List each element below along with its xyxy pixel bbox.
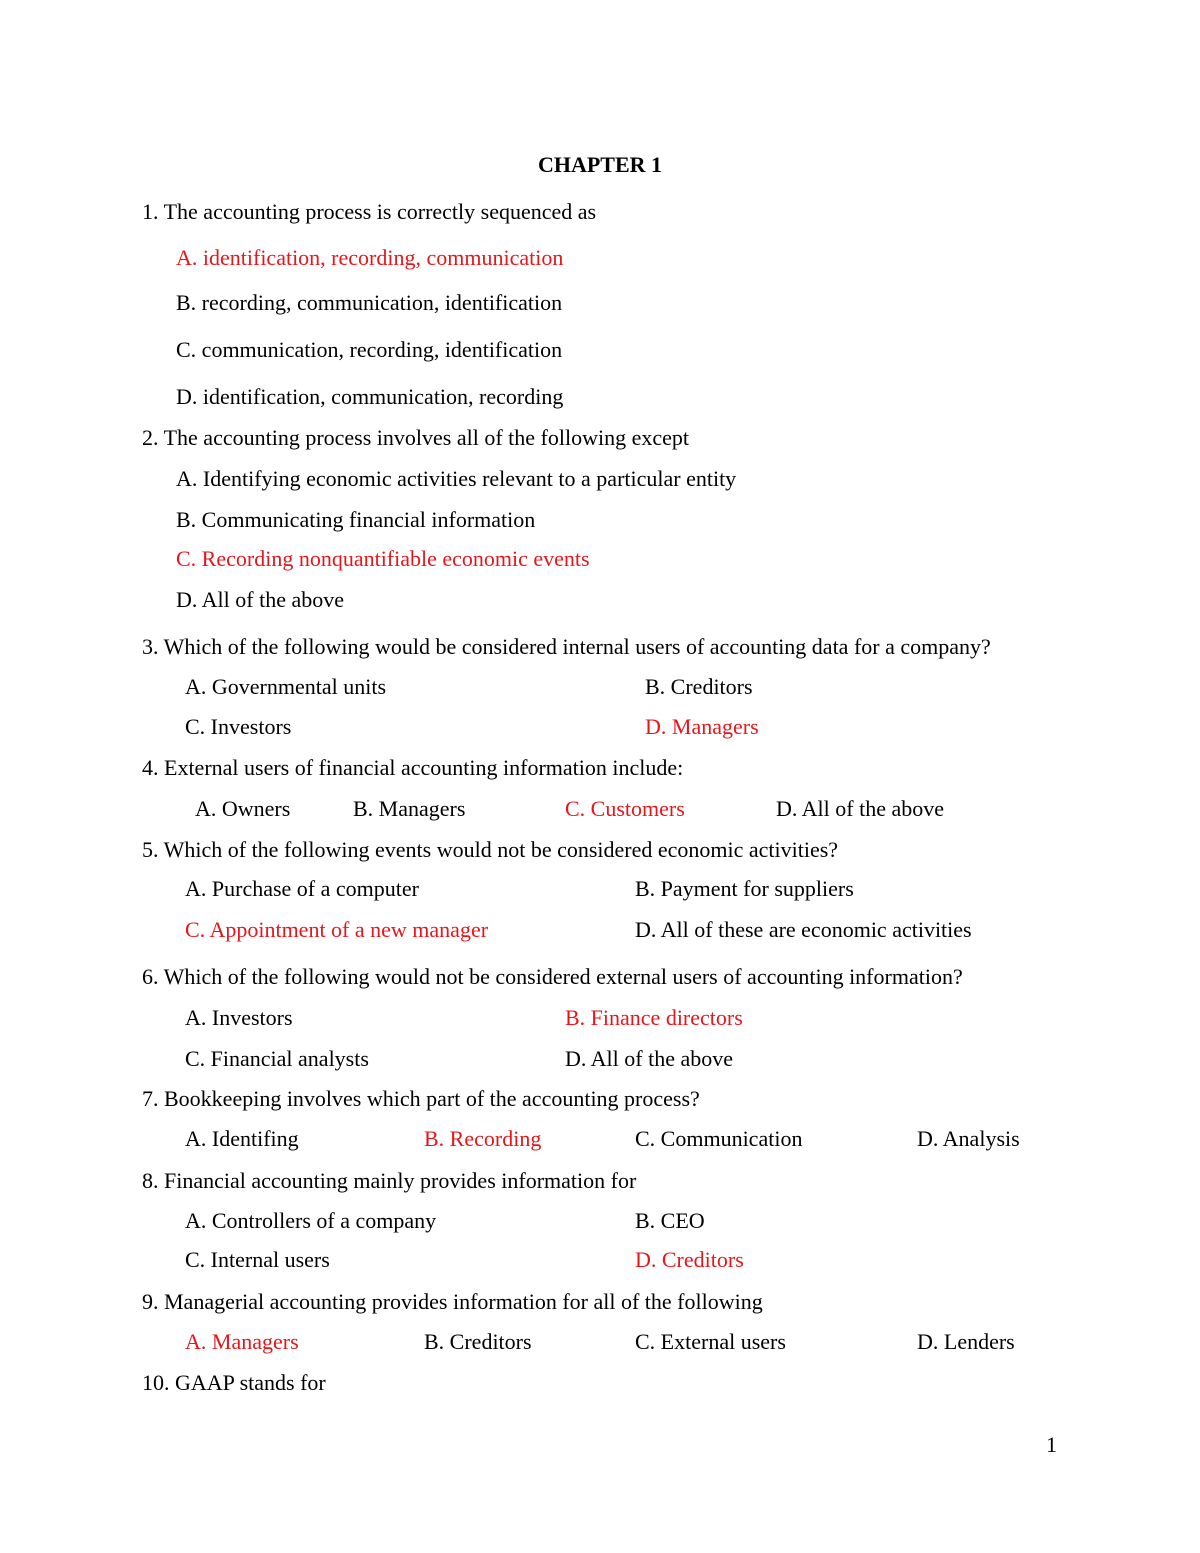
question-8: 8. Financial accounting mainly provides information for — [142, 1168, 637, 1193]
question-7-option-c: C. Communication — [635, 1126, 803, 1151]
question-4-option-d: D. All of the above — [776, 796, 945, 821]
question-6: 6. Which of the following would not be considered external users of accounting information? — [142, 964, 963, 989]
question-4-option-b: B. Managers — [353, 796, 466, 821]
question-6-option-a: A. Investors — [185, 1005, 293, 1030]
question-1-option-b: B. recording, communication, identification — [176, 290, 563, 315]
question-6-option-b: B. Finance directors — [565, 1005, 743, 1030]
question-9-option-a: A. Managers — [185, 1329, 299, 1354]
question-9-option-c: C. External users — [635, 1329, 786, 1354]
question-7-option-b: B. Recording — [424, 1126, 542, 1151]
question-7-option-d: D. Analysis — [917, 1126, 1020, 1151]
question-1-option-d: D. identification, communication, recording — [176, 384, 564, 409]
page-number: 1 — [1046, 1432, 1057, 1457]
question-3-option-c: C. Investors — [185, 714, 292, 739]
question-8-option-b: B. CEO — [635, 1208, 705, 1233]
question-5-option-c: C. Appointment of a new manager — [185, 917, 489, 942]
question-2-option-a: A. Identifying economic activities relevant to a particular entity — [176, 466, 737, 491]
question-6-option-d: D. All of the above — [565, 1046, 734, 1071]
question-9: 9. Managerial accounting provides information for all of the following — [142, 1289, 763, 1314]
question-5: 5. Which of the following events would not be considered economic activities? — [142, 837, 839, 862]
question-3: 3. Which of the following would be considered internal users of accounting data for a company? — [142, 634, 991, 659]
question-9-option-b: B. Creditors — [424, 1329, 532, 1354]
question-3-option-d: D. Managers — [645, 714, 759, 739]
question-8-option-c: C. Internal users — [185, 1247, 330, 1272]
question-9-option-d: D. Lenders — [917, 1329, 1015, 1354]
question-8-option-d: D. Creditors — [635, 1247, 744, 1272]
question-6-option-c: C. Financial analysts — [185, 1046, 369, 1071]
question-5-option-a: A. Purchase of a computer — [185, 876, 419, 901]
question-5-option-d: D. All of these are economic activities — [635, 917, 972, 942]
question-2: 2. The accounting process involves all of the following except — [142, 425, 690, 450]
question-1-option-a: A. identification, recording, communication — [176, 245, 564, 270]
question-2-option-d: D. All of the above — [176, 587, 345, 612]
question-7: 7. Bookkeeping involves which part of the accounting process? — [142, 1086, 700, 1111]
question-2-option-b: B. Communicating financial information — [176, 507, 536, 532]
question-2-option-c: C. Recording nonquantifiable economic events — [176, 546, 590, 571]
question-3-option-b: B. Creditors — [645, 674, 753, 699]
question-3-option-a: A. Governmental units — [185, 674, 387, 699]
question-1: 1. The accounting process is correctly sequenced as — [142, 199, 597, 224]
question-4-option-a: A. Owners — [195, 796, 291, 821]
question-5-option-b: B. Payment for suppliers — [635, 876, 854, 901]
question-7-option-a: A. Identifing — [185, 1126, 299, 1151]
question-10: 10. GAAP stands for — [142, 1370, 326, 1395]
question-4: 4. External users of financial accounting information include: — [142, 755, 684, 780]
question-4-option-c: C. Customers — [565, 796, 685, 821]
question-8-option-a: A. Controllers of a company — [185, 1208, 437, 1233]
chapter-title: CHAPTER 1 — [537, 152, 663, 177]
question-1-option-c: C. communication, recording, identification — [176, 337, 563, 362]
